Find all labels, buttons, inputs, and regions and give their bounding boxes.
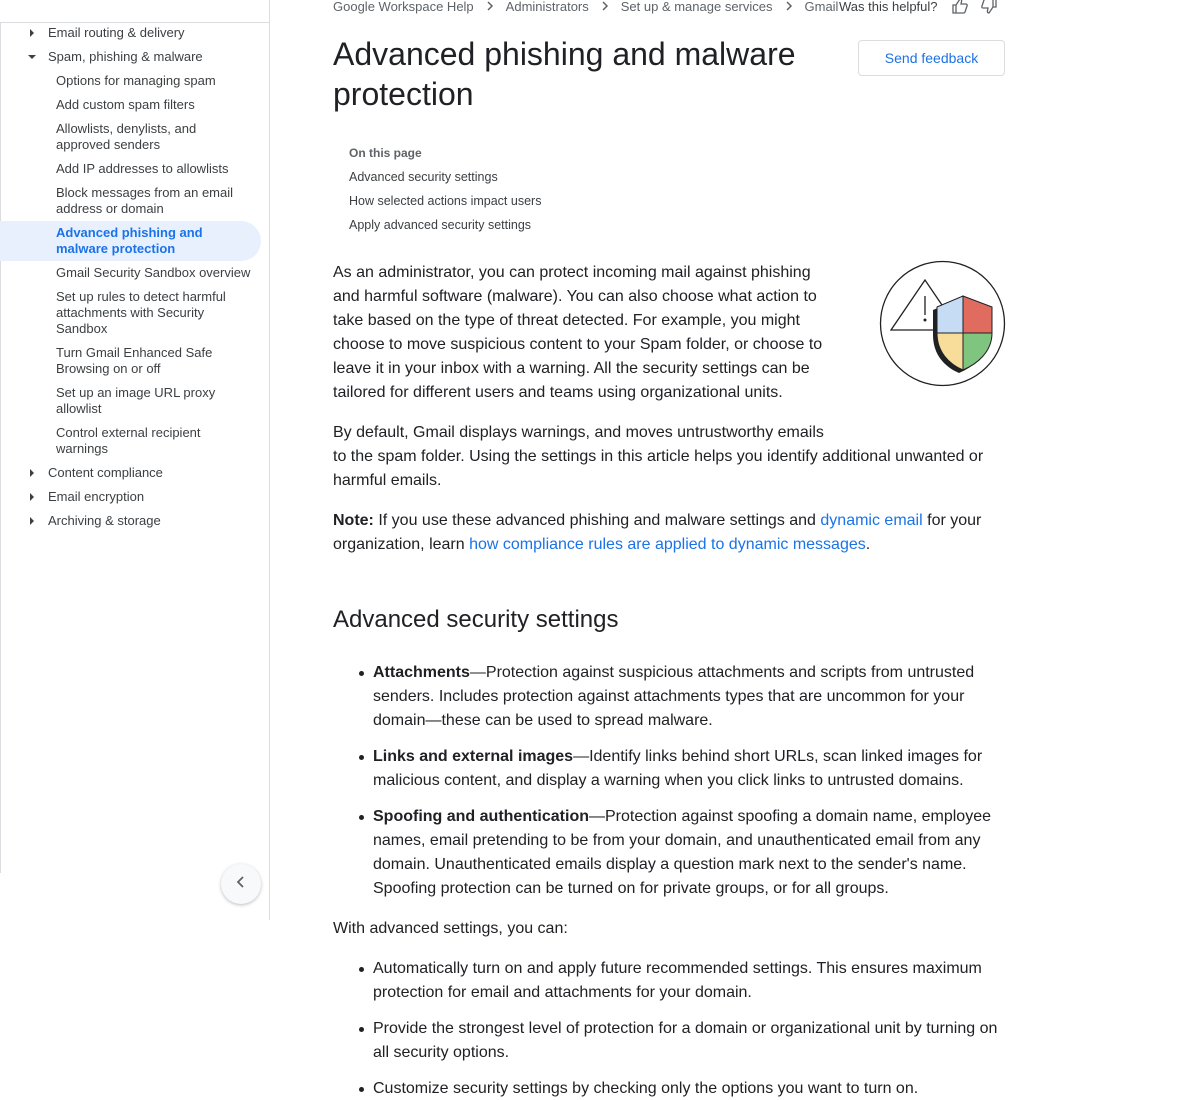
chevron-right-icon: [785, 1, 793, 11]
list-item: Automatically turn on and apply future recommended settings. This ensures maximum protection for email and attachments for your domain.: [373, 957, 1005, 1005]
breadcrumb-item[interactable]: Set up & manage services: [620, 0, 773, 14]
setting-desc: —Protection against suspicious attachments and scripts from untrusted senders. Includes protection against attachments types that are uncommon for your domain—these can be used to spread malware.: [373, 664, 975, 729]
chevron-right-icon: [601, 1, 609, 11]
sidebar-top-border: [0, 0, 269, 23]
chevron-left-icon: [234, 875, 248, 894]
sidebar-item-label: Spam, phishing & malware: [48, 49, 203, 64]
caret-right-icon: [24, 513, 40, 529]
toc-item-advanced-security[interactable]: Advanced security settings: [349, 170, 498, 184]
toc-title: On this page: [349, 146, 422, 160]
default-paragraph-line: By default, Gmail displays warnings, and moves untrustworthy emails: [333, 424, 824, 441]
breadcrumb-item[interactable]: Gmail: [804, 0, 839, 14]
sidebar-item-spam-phishing[interactable]: [24, 49, 203, 65]
compliance-rules-link[interactable]: how compliance rules are applied to dynamic messages: [469, 536, 866, 553]
chevron-right-icon: [486, 1, 494, 11]
toc-item-apply-settings[interactable]: Apply advanced security settings: [349, 218, 532, 232]
note-text: If you use these advanced phishing and malware settings and: [373, 512, 821, 529]
helpful-prompt: Was this helpful?: [839, 0, 938, 14]
sidebar-item-label: Email encryption: [48, 489, 145, 504]
sidebar-item-label: Email routing & delivery: [48, 25, 185, 40]
sidebar-item-archiving-storage[interactable]: [24, 513, 161, 529]
sidebar-nav: [0, 0, 270, 920]
breadcrumb: [333, 0, 838, 14]
sidebar-item-email-encryption[interactable]: [24, 489, 144, 505]
setting-term: Spoofing and authentication: [373, 808, 589, 825]
default-paragraph-rest: to the spam folder. Using the settings in this article helps you identify additional unwanted or harmful emails.: [333, 448, 984, 489]
note-paragraph: [333, 509, 1005, 557]
note-text: for your organization, learn: [333, 512, 982, 553]
breadcrumb-item[interactable]: Administrators: [505, 0, 589, 14]
note-label: Note:: [333, 512, 374, 529]
caret-right-icon: [24, 489, 40, 505]
section-title-advanced-security: Advanced security settings: [333, 606, 619, 633]
sidebar-subitem-allowlists-denylists[interactable]: Allowlists, denylists, and approved senders: [56, 121, 197, 152]
caret-right-icon: [24, 25, 40, 41]
sidebar-item-label: Content compliance: [48, 465, 163, 480]
sidebar-subitem-image-url-proxy[interactable]: Set up an image URL proxy allowlist: [56, 385, 216, 416]
setting-desc: —Identify links behind short URLs, scan linked images for malicious content, and display a warning when you click links to untrusted domains.: [373, 748, 983, 789]
sidebar-subitem-advanced-phishing[interactable]: Advanced phishing and malware protection: [56, 225, 203, 256]
intro-paragraph: As an administrator, you can protect incoming mail against phishing and harmful software (malware). You can also choose what action to take based on the type of threat detected. For example, you might choose to move suspicious content to your Spam folder, or choose to leave it in your inbox with a warning. All the security settings can be tailored for different users and teams using organizational units.: [333, 264, 823, 401]
list-item: Customize security settings by checking only the options you want to turn on.: [373, 1077, 1005, 1100]
sidebar-subitem-harmful-attachments[interactable]: Set up rules to detect harmful attachments with Security Sandbox: [56, 289, 226, 336]
sidebar-subitem-custom-spam-filters[interactable]: Add custom spam filters: [56, 97, 195, 112]
dynamic-email-link[interactable]: dynamic email: [820, 512, 923, 529]
page-title: Advanced phishing and malware protection: [333, 36, 796, 112]
sidebar-subitem-ip-allowlists[interactable]: Add IP addresses to allowlists: [56, 161, 229, 176]
caret-right-icon: [24, 465, 40, 481]
note-text: .: [865, 536, 871, 553]
list-item: Provide the strongest level of protection for a domain or organizational unit by turning on all security options.: [373, 1017, 1005, 1065]
sidebar-item-label: Archiving & storage: [48, 513, 161, 528]
sidebar-subitem-enhanced-safe-browsing[interactable]: Turn Gmail Enhanced Safe Browsing on or off: [56, 345, 213, 376]
sidebar-subitem-external-recipient-warnings[interactable]: Control external recipient warnings: [56, 425, 201, 456]
setting-desc: —Protection against spoofing a domain name, employee names, email pretending to be from your domain, and unauthenticated email from any domain. Unauthenticated emails display a question mark next to the sender's name. Spoofing protection can be turned on for private groups, or for all groups.: [373, 808, 991, 897]
sidebar-left-border: [0, 23, 1, 873]
sidebar-item-content-compliance[interactable]: [24, 465, 163, 481]
list-item: [373, 745, 1005, 793]
setting-term: Links and external images: [373, 748, 574, 765]
sidebar-collapse-button[interactable]: [221, 864, 261, 904]
thumb-up-icon[interactable]: [951, 0, 969, 15]
advanced-settings-intro: With advanced settings, you can:: [333, 920, 568, 937]
toc-item-selected-actions[interactable]: How selected actions impact users: [349, 194, 542, 208]
sidebar-subitem-options-managing-spam[interactable]: Options for managing spam: [56, 73, 216, 88]
setting-term: Attachments: [373, 664, 470, 681]
breadcrumb-item[interactable]: Google Workspace Help: [333, 0, 474, 14]
thumb-down-icon[interactable]: [980, 0, 998, 15]
list-item: [373, 805, 1005, 901]
sidebar-item-email-routing[interactable]: [24, 25, 185, 41]
default-paragraph: [333, 421, 1005, 493]
sidebar-subitem-block-messages[interactable]: Block messages from an email address or domain: [56, 185, 234, 216]
sidebar-subitem-security-sandbox[interactable]: Gmail Security Sandbox overview: [56, 265, 251, 280]
security-shield-illustration: [879, 260, 1006, 387]
send-feedback-button[interactable]: Send feedback: [858, 40, 1005, 76]
list-item: [373, 661, 1005, 733]
caret-down-icon: [24, 49, 40, 65]
